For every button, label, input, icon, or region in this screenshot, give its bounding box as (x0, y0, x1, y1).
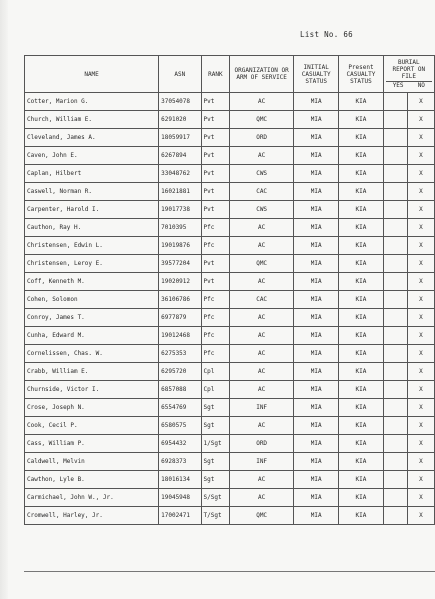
cell-initial: MIA (294, 345, 339, 363)
cell-asn: 19019876 (159, 237, 201, 255)
cell-present: KIA (339, 363, 383, 381)
cell-present: KIA (339, 399, 383, 417)
cell-initial: MIA (294, 237, 339, 255)
cell-initial: MIA (294, 129, 339, 147)
cell-yes (383, 327, 407, 345)
cell-rank: Sgt (201, 399, 230, 417)
table-row (25, 309, 435, 327)
cell-present: KIA (339, 129, 383, 147)
cell-org: AC (230, 363, 294, 381)
cell-yes (383, 381, 407, 399)
table-row (25, 93, 435, 111)
cell-yes (383, 93, 407, 111)
cell-org: AC (230, 471, 294, 489)
table-row (25, 399, 435, 417)
cell-rank: Pvt (201, 201, 230, 219)
cell-yes (383, 345, 407, 363)
header-asn: ASN (159, 56, 201, 93)
cell-present: KIA (339, 453, 383, 471)
cell-no: X (407, 219, 434, 237)
cell-rank: 1/Sgt (201, 435, 230, 453)
cell-present: KIA (339, 147, 383, 165)
table-row (25, 363, 435, 381)
table-row (25, 219, 435, 237)
cell-no: X (407, 507, 434, 525)
cell-org: AC (230, 237, 294, 255)
cell-name: Church, William E. (25, 111, 159, 129)
cell-yes (383, 399, 407, 417)
cell-asn: 6857088 (159, 381, 201, 399)
cell-yes (383, 309, 407, 327)
table-row (25, 129, 435, 147)
cell-present: KIA (339, 219, 383, 237)
cell-no: X (407, 471, 434, 489)
cell-asn: 33048762 (159, 165, 201, 183)
header-name: NAME (25, 56, 159, 93)
cell-present: KIA (339, 489, 383, 507)
burial-subheader (386, 81, 432, 89)
header-organization: ORGANIZATION OR ARM OF SERVICE (230, 56, 294, 93)
cell-name: Cromwell, Harley, Jr. (25, 507, 159, 525)
cell-name: Churnside, Victor I. (25, 381, 159, 399)
cell-rank: Pfc (201, 345, 230, 363)
cell-initial: MIA (294, 471, 339, 489)
cell-rank: Pvt (201, 147, 230, 165)
cell-org: CAC (230, 291, 294, 309)
cell-initial: MIA (294, 453, 339, 471)
cell-name: Crabb, William E. (25, 363, 159, 381)
cell-org: QMC (230, 507, 294, 525)
cell-org: CAC (230, 183, 294, 201)
cell-rank: Pvt (201, 255, 230, 273)
cell-no: X (407, 291, 434, 309)
header-rank: RANK (201, 56, 230, 93)
table-row (25, 183, 435, 201)
cell-asn: 6580575 (159, 417, 201, 435)
table-row (25, 273, 435, 291)
cell-name: Caldwell, Melvin (25, 453, 159, 471)
cell-name: Cauthon, Ray H. (25, 219, 159, 237)
cell-initial: MIA (294, 489, 339, 507)
table-row (25, 507, 435, 525)
cell-present: KIA (339, 435, 383, 453)
list-number: List No. 66 (300, 30, 353, 39)
cell-present: KIA (339, 471, 383, 489)
cell-yes (383, 273, 407, 291)
cell-present: KIA (339, 165, 383, 183)
table-row (25, 453, 435, 471)
cell-no: X (407, 417, 434, 435)
cell-name: Cook, Cecil P. (25, 417, 159, 435)
bottom-rule (24, 571, 435, 572)
cell-present: KIA (339, 201, 383, 219)
table-row (25, 345, 435, 363)
cell-name: Christensen, Leroy E. (25, 255, 159, 273)
cell-org: AC (230, 219, 294, 237)
cell-org: QMC (230, 255, 294, 273)
cell-asn: 6267894 (159, 147, 201, 165)
cell-name: Conroy, James T. (25, 309, 159, 327)
header-present-status: Present CASUALTY STATUS (339, 56, 383, 93)
cell-asn: 7010395 (159, 219, 201, 237)
cell-asn: 18059917 (159, 129, 201, 147)
cell-no: X (407, 435, 434, 453)
cell-no: X (407, 273, 434, 291)
cell-no: X (407, 345, 434, 363)
cell-no: X (407, 363, 434, 381)
table-row (25, 471, 435, 489)
cell-no: X (407, 165, 434, 183)
cell-org: AC (230, 93, 294, 111)
cell-no: X (407, 183, 434, 201)
cell-initial: MIA (294, 399, 339, 417)
cell-org: ORD (230, 129, 294, 147)
scan-shadow (0, 0, 8, 599)
cell-present: KIA (339, 273, 383, 291)
cell-org: INF (230, 453, 294, 471)
cell-org: AC (230, 489, 294, 507)
cell-org: CWS (230, 201, 294, 219)
cell-present: KIA (339, 183, 383, 201)
cell-org: INF (230, 399, 294, 417)
cell-no: X (407, 93, 434, 111)
cell-yes (383, 129, 407, 147)
cell-org: ORD (230, 435, 294, 453)
cell-name: Cawthon, Lyle B. (25, 471, 159, 489)
cell-rank: Pfc (201, 219, 230, 237)
cell-present: KIA (339, 237, 383, 255)
cell-initial: MIA (294, 309, 339, 327)
cell-present: KIA (339, 255, 383, 273)
cell-name: Cotter, Marion G. (25, 93, 159, 111)
cell-asn: 6275353 (159, 345, 201, 363)
cell-org: AC (230, 273, 294, 291)
cell-asn: 6928373 (159, 453, 201, 471)
cell-name: Caplan, Hilbert (25, 165, 159, 183)
cell-asn: 36106786 (159, 291, 201, 309)
cell-initial: MIA (294, 219, 339, 237)
cell-org: AC (230, 345, 294, 363)
cell-yes (383, 435, 407, 453)
cell-yes (383, 471, 407, 489)
cell-present: KIA (339, 327, 383, 345)
cell-name: Cass, William P. (25, 435, 159, 453)
cell-asn: 39577204 (159, 255, 201, 273)
cell-no: X (407, 381, 434, 399)
cell-yes (383, 453, 407, 471)
cell-initial: MIA (294, 417, 339, 435)
cell-asn: 6554769 (159, 399, 201, 417)
cell-org: AC (230, 147, 294, 165)
cell-yes (383, 219, 407, 237)
cell-rank: Pfc (201, 291, 230, 309)
table-row (25, 381, 435, 399)
table-row (25, 417, 435, 435)
cell-present: KIA (339, 291, 383, 309)
cell-initial: MIA (294, 381, 339, 399)
cell-no: X (407, 237, 434, 255)
cell-rank: Pvt (201, 273, 230, 291)
cell-name: Cunha, Edward M. (25, 327, 159, 345)
table-row (25, 291, 435, 309)
table-row (25, 111, 435, 129)
cell-no: X (407, 327, 434, 345)
cell-rank: Pvt (201, 183, 230, 201)
cell-asn: 17002471 (159, 507, 201, 525)
cell-org: AC (230, 381, 294, 399)
cell-present: KIA (339, 381, 383, 399)
cell-yes (383, 291, 407, 309)
cell-rank: Sgt (201, 453, 230, 471)
table-header-row (25, 56, 435, 93)
cell-org: AC (230, 327, 294, 345)
cell-asn: 6291020 (159, 111, 201, 129)
table-row (25, 237, 435, 255)
cell-rank: S/Sgt (201, 489, 230, 507)
casualty-table (24, 55, 435, 525)
cell-asn: 6295720 (159, 363, 201, 381)
cell-rank: Pvt (201, 93, 230, 111)
cell-asn: 19017738 (159, 201, 201, 219)
burial-title: BURIAL REPORT ON FILE (392, 59, 426, 80)
table-row (25, 327, 435, 345)
cell-yes (383, 489, 407, 507)
cell-initial: MIA (294, 111, 339, 129)
cell-name: Cleveland, James A. (25, 129, 159, 147)
cell-rank: Cpl (201, 381, 230, 399)
header-yes: YES (392, 82, 404, 89)
cell-name: Coff, Kenneth M. (25, 273, 159, 291)
table-row (25, 489, 435, 507)
table-row (25, 255, 435, 273)
cell-present: KIA (339, 345, 383, 363)
cell-rank: Sgt (201, 417, 230, 435)
cell-no: X (407, 399, 434, 417)
header-no: NO (417, 82, 425, 89)
cell-yes (383, 237, 407, 255)
cell-yes (383, 363, 407, 381)
cell-yes (383, 165, 407, 183)
cell-rank: Pfc (201, 327, 230, 345)
cell-rank: Pfc (201, 309, 230, 327)
cell-asn: 6954432 (159, 435, 201, 453)
cell-org: CWS (230, 165, 294, 183)
cell-yes (383, 147, 407, 165)
table-row (25, 201, 435, 219)
cell-name: Caven, John E. (25, 147, 159, 165)
cell-rank: Pvt (201, 165, 230, 183)
header-initial-status: INITIAL CASUALTY STATUS (294, 56, 339, 93)
cell-org: AC (230, 309, 294, 327)
cell-asn: 19045948 (159, 489, 201, 507)
cell-rank: Pfc (201, 237, 230, 255)
cell-name: Caswell, Norman R. (25, 183, 159, 201)
cell-rank: Sgt (201, 471, 230, 489)
cell-present: KIA (339, 111, 383, 129)
cell-initial: MIA (294, 93, 339, 111)
cell-initial: MIA (294, 363, 339, 381)
table-row (25, 165, 435, 183)
cell-name: Crose, Joseph N. (25, 399, 159, 417)
cell-initial: MIA (294, 201, 339, 219)
cell-initial: MIA (294, 165, 339, 183)
cell-initial: MIA (294, 291, 339, 309)
cell-initial: MIA (294, 255, 339, 273)
cell-initial: MIA (294, 273, 339, 291)
cell-yes (383, 201, 407, 219)
table-row (25, 435, 435, 453)
cell-asn: 37054078 (159, 93, 201, 111)
cell-initial: MIA (294, 435, 339, 453)
table-body (25, 93, 435, 525)
cell-yes (383, 111, 407, 129)
cell-rank: Cpl (201, 363, 230, 381)
cell-name: Carpenter, Harold I. (25, 201, 159, 219)
cell-no: X (407, 201, 434, 219)
cell-yes (383, 507, 407, 525)
cell-no: X (407, 129, 434, 147)
cell-initial: MIA (294, 147, 339, 165)
cell-no: X (407, 111, 434, 129)
cell-org: AC (230, 417, 294, 435)
cell-rank: T/Sgt (201, 507, 230, 525)
cell-initial: MIA (294, 327, 339, 345)
cell-initial: MIA (294, 507, 339, 525)
cell-present: KIA (339, 309, 383, 327)
cell-name: Christensen, Edwin L. (25, 237, 159, 255)
cell-name: Cornelissen, Chas. W. (25, 345, 159, 363)
cell-name: Carmichael, John W., Jr. (25, 489, 159, 507)
cell-rank: Pvt (201, 111, 230, 129)
cell-asn: 16021881 (159, 183, 201, 201)
cell-yes (383, 417, 407, 435)
cell-no: X (407, 453, 434, 471)
cell-present: KIA (339, 507, 383, 525)
cell-yes (383, 183, 407, 201)
cell-initial: MIA (294, 183, 339, 201)
cell-yes (383, 255, 407, 273)
cell-no: X (407, 255, 434, 273)
cell-asn: 6977879 (159, 309, 201, 327)
cell-no: X (407, 147, 434, 165)
cell-org: QMC (230, 111, 294, 129)
table-row (25, 147, 435, 165)
cell-asn: 19012468 (159, 327, 201, 345)
cell-asn: 18016134 (159, 471, 201, 489)
cell-no: X (407, 489, 434, 507)
cell-no: X (407, 309, 434, 327)
cell-present: KIA (339, 417, 383, 435)
cell-present: KIA (339, 93, 383, 111)
header-burial-report (383, 56, 434, 93)
cell-name: Cohen, Solomon (25, 291, 159, 309)
cell-asn: 19020912 (159, 273, 201, 291)
cell-rank: Pvt (201, 129, 230, 147)
